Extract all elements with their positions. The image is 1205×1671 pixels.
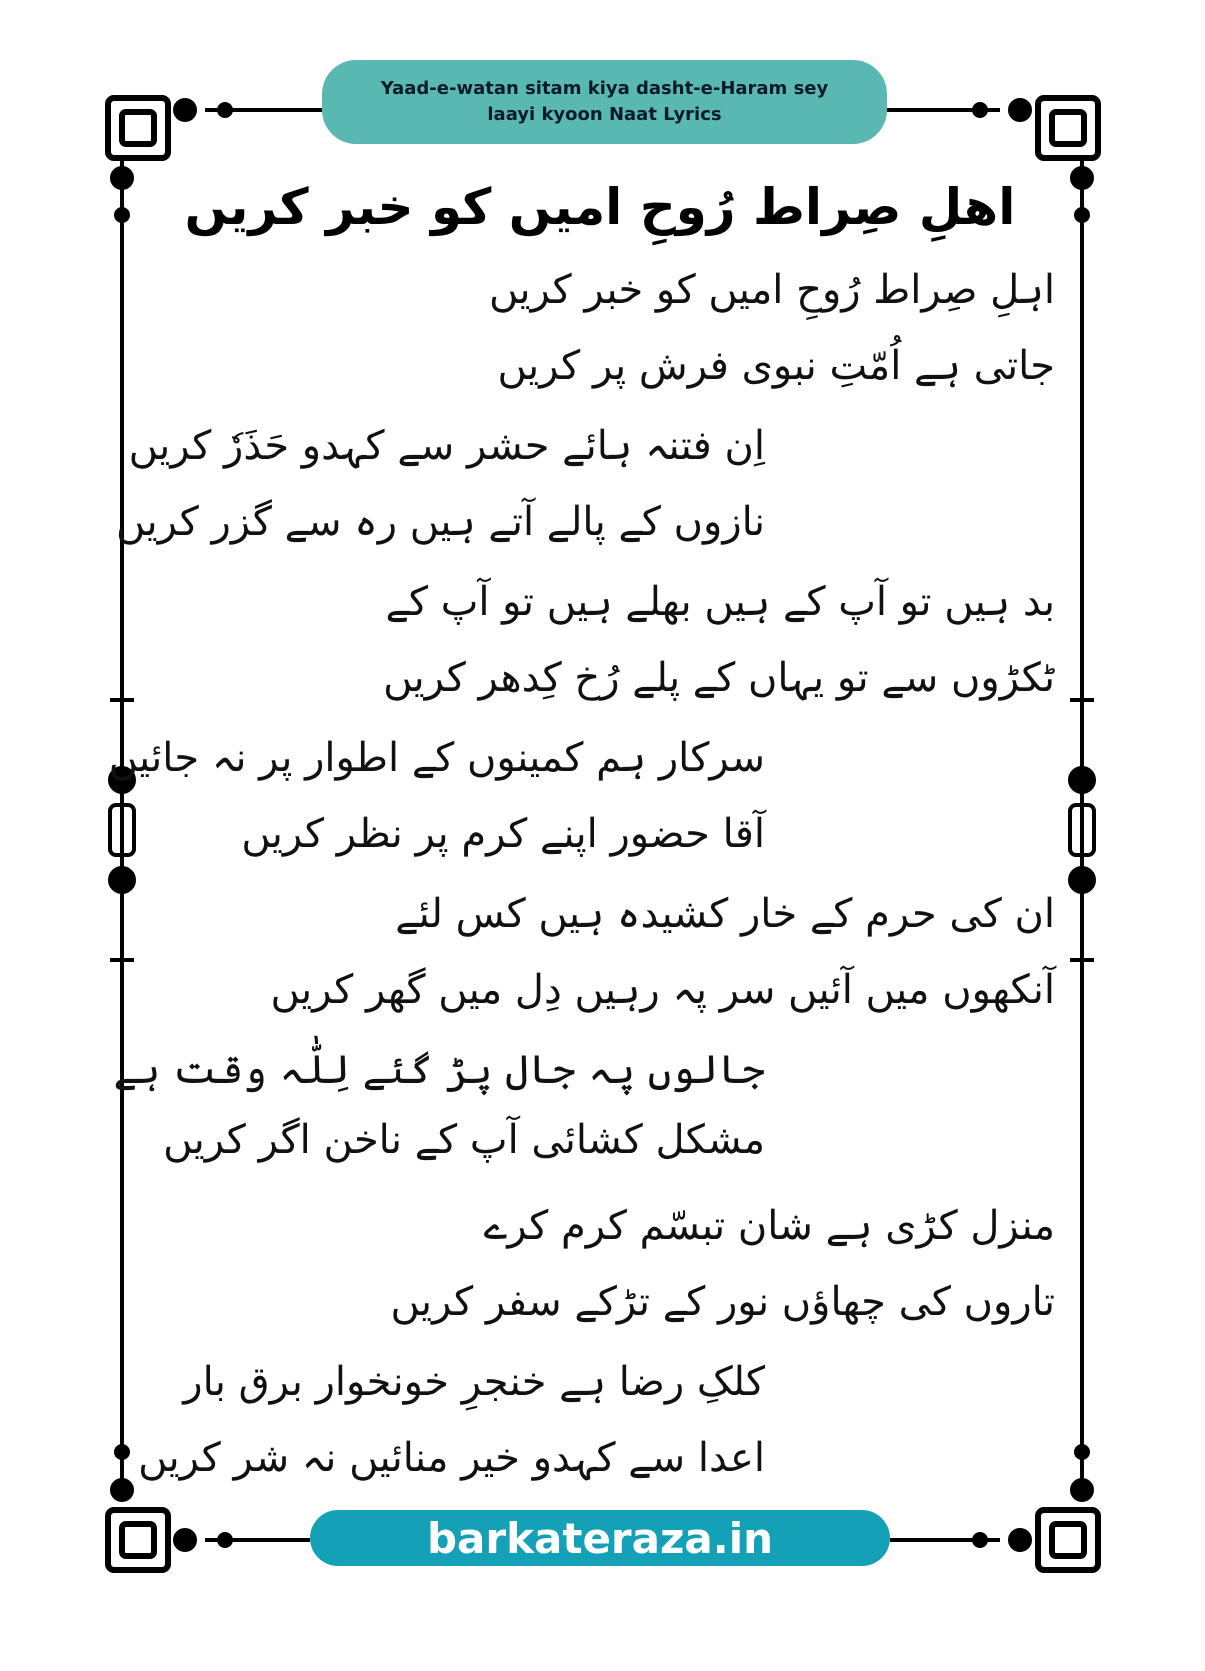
verse-line: منزل کڑی ہے شان تبسّم کرم کرے <box>483 1203 1055 1249</box>
verse-line: اِن فتنہ ہائے حشر سے کہدو حَذَرٗ کریں <box>128 423 765 469</box>
header-line-2: laayi kyoon Naat Lyrics <box>487 104 722 125</box>
corner-ornament-bottom-right <box>975 1447 1098 1570</box>
verse-line: ان کی حرم کے خار کشیدہ ہیں کس لئے <box>395 891 1055 937</box>
header-banner <box>322 60 887 144</box>
verse-line: اعدا سے کہدو خیر منائیں نہ شر کریں <box>138 1435 765 1481</box>
footer-website[interactable]: barkateraza.in <box>310 1510 890 1566</box>
verse-line: نازوں کے پالے آتے ہیں رہ سے گزر کریں <box>116 499 765 545</box>
verse-line: مشکل کشائی آپ کے ناخن اگر کریں <box>163 1117 765 1163</box>
verse-line: جالوں پہ جال پڑ گئے لِلّٰہ وقت ہے <box>113 1047 765 1093</box>
page-title: اھلِ صِراط رُوحِ امیں کو خبر کریں <box>184 178 1016 236</box>
verse-line: آقا حضور اپنے کرم پر نظر کریں <box>241 811 765 857</box>
verse-line: جاتی ہے اُمّتِ نبوی فرش پر کریں <box>497 343 1055 389</box>
verse-line: سرکار ہم کمینوں کے اطوار پر نہ جائیں <box>108 735 765 781</box>
verse-line: کلکِ رضا ہے خنجرِ خونخوار برق بار <box>183 1359 765 1405</box>
verse-line: آنکھوں میں آئیں سر پہ رہیں دِل میں گھر کریں <box>270 967 1055 1013</box>
verse-line: ٹکڑوں سے تو یہاں کے پلے رُخ کِدھر کریں <box>383 655 1055 701</box>
verse-line: تاروں کی چھاؤں نور کے تڑکے سفر کریں <box>390 1279 1055 1325</box>
verse-line: اہلِ صِراط رُوحِ امیں کو خبر کریں <box>488 267 1055 313</box>
verse-line: بد ہیں تو آپ کے ہیں بھلے ہیں تو آپ کے <box>385 579 1055 625</box>
header-line-1: Yaad-e-watan sitam kiya dasht-e-Haram sey <box>380 78 829 99</box>
